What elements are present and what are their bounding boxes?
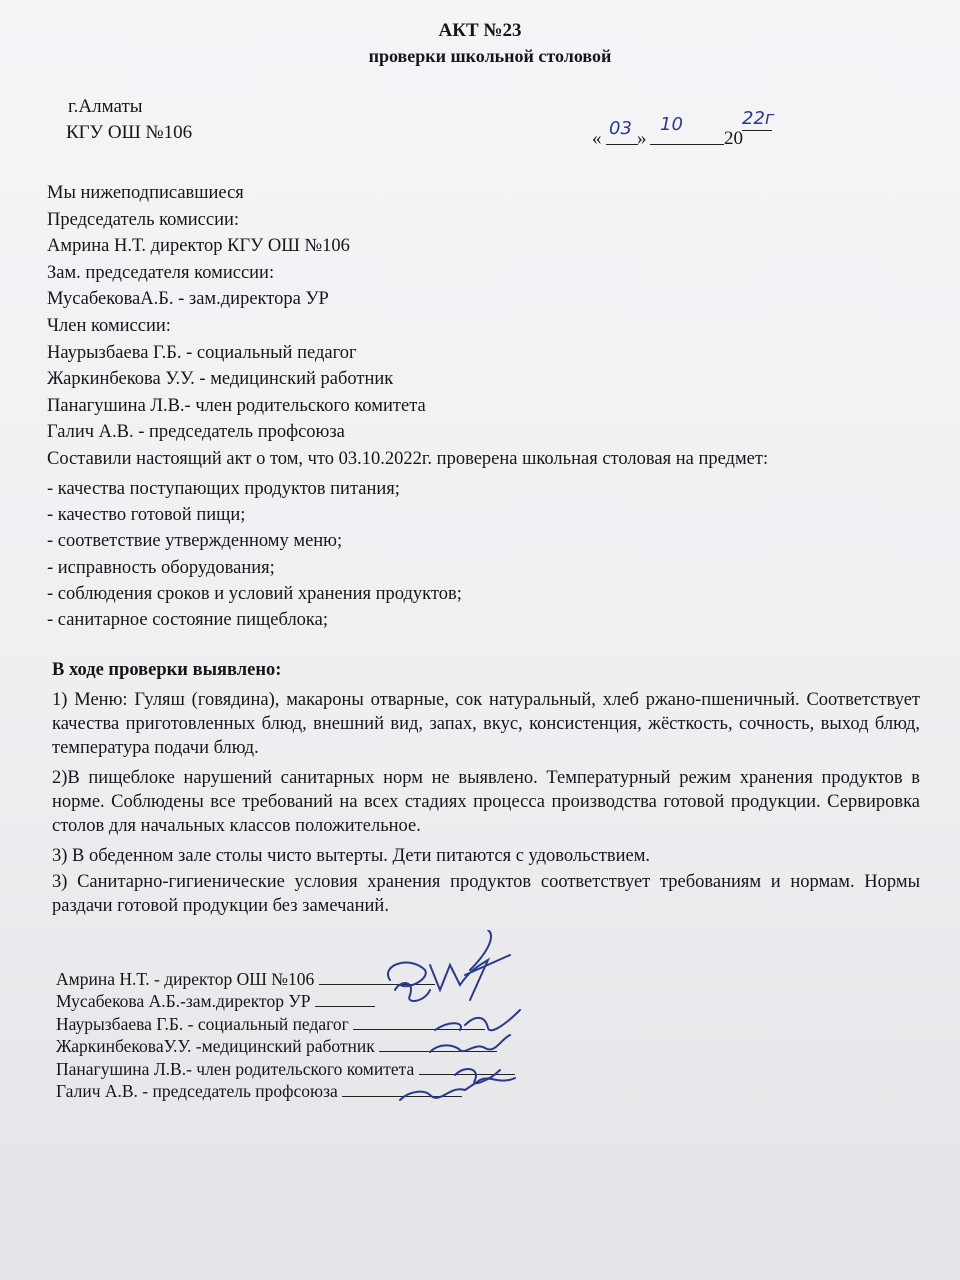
signature-line xyxy=(315,992,375,1007)
signature-zharkinbekova xyxy=(430,1035,510,1052)
signature-galich xyxy=(400,1078,515,1100)
date-year-handwritten: 22г xyxy=(742,108,775,129)
commission-block xyxy=(47,180,927,473)
commission-line: Мы нижеподписавшиеся xyxy=(47,183,244,203)
date-open-quote: « xyxy=(592,128,602,149)
finding-paragraph: 1) Меню: Гуляш (говядина), макароны отварные, сок натуральный, хлеб ржано-пшеничный. Соответствует качества приготовленных блюд, внешний вид, запах, вкус, консистенция, жёсткость, сочность, выход блюд, температура подачи блюд. xyxy=(52,690,920,758)
city: г.Алматы xyxy=(68,96,143,117)
date-year-prefix: 20 xyxy=(724,128,743,149)
signatory: ЖаркинбековаУ.У. -медицинский работник xyxy=(56,1036,375,1057)
finding-paragraph: 3) В обеденном зале столы чисто вытерты. Дети питаются с удовольствием. xyxy=(52,846,651,866)
commission-line: Панагушина Л.В.- член родительского комитета xyxy=(47,395,426,416)
finding-paragraph: 2)В пищеблоке нарушений санитарных норм не выявлено. Температурный режим хранения продуктов в норме. Соблюдены все требований на всех стадиях процесса производства готовой продукции. Сервировка столов для начальных классов положительное. xyxy=(52,768,920,836)
finding-paragraph: 3) Санитарно-гигиенические условия хранения продуктов соответствует требованиям и нормам. Нормы раздачи готовой продукции без замечаний. xyxy=(52,872,920,916)
date-close-quote: » xyxy=(637,128,647,149)
commission-line: Член комиссии: xyxy=(47,315,171,336)
date-year-line xyxy=(742,130,772,131)
inspection-subjects xyxy=(47,476,927,633)
date-day: 03 xyxy=(609,118,632,139)
signatory: Мусабекова А.Б.-зам.директор УР xyxy=(56,991,311,1012)
subject-item: - качества поступающих продуктов питания; xyxy=(47,479,400,499)
commission-line: Жаркинбекова У.У. - медицинский работник xyxy=(47,369,394,390)
commission-line: Амрина Н.Т. директор КГУ ОШ №106 xyxy=(47,236,350,257)
subject-item: - качество готовой пищи; xyxy=(47,505,246,526)
signatory: Панагушина Л.В.- член родительского комитета xyxy=(56,1058,415,1079)
commission-line: МусабековаА.Б. - зам.директора УР xyxy=(47,289,329,310)
subject-item: - соблюдения сроков и условий хранения продуктов; xyxy=(47,583,462,604)
document-title: АКТ №23 xyxy=(438,20,522,41)
signatory: Наурызбаева Г.Б. - социальный педагог xyxy=(56,1013,349,1034)
commission-line: Наурызбаева Г.Б. - социальный педагог xyxy=(47,342,357,363)
document-subtitle: проверки школьной столовой xyxy=(368,46,612,66)
date-month: 10 xyxy=(660,114,683,135)
date-month-line xyxy=(650,144,724,145)
subject-item: - соответствие утвержденному меню; xyxy=(47,531,343,552)
commission-line: Зам. председателя комиссии: xyxy=(47,262,275,283)
commission-line: Председатель комиссии: xyxy=(47,209,240,230)
signature-nauryzbaeva xyxy=(435,1010,520,1030)
signatory: Галич А.В. - председатель профсоюза xyxy=(56,1080,338,1101)
subject-item: - исправность оборудования; xyxy=(47,557,275,578)
organization: КГУ ОШ №106 xyxy=(66,122,193,143)
commission-line: Галич А.В. - председатель профсоюза xyxy=(47,422,345,443)
signatory: Амрина Н.Т. - директор ОШ №106 xyxy=(56,969,315,989)
signature-amrina xyxy=(388,930,510,1000)
handwritten-signatures xyxy=(370,930,570,1120)
handwritten-date xyxy=(592,108,792,148)
date-day-line xyxy=(606,144,638,145)
commission-line: Составили настоящий акт о том, что 03.10.2022г. проверена школьная столовая на предмет: xyxy=(47,448,769,469)
findings-heading: В ходе проверки выявлено: xyxy=(52,660,282,680)
subject-item: - санитарное состояние пищеблока; xyxy=(47,610,328,631)
